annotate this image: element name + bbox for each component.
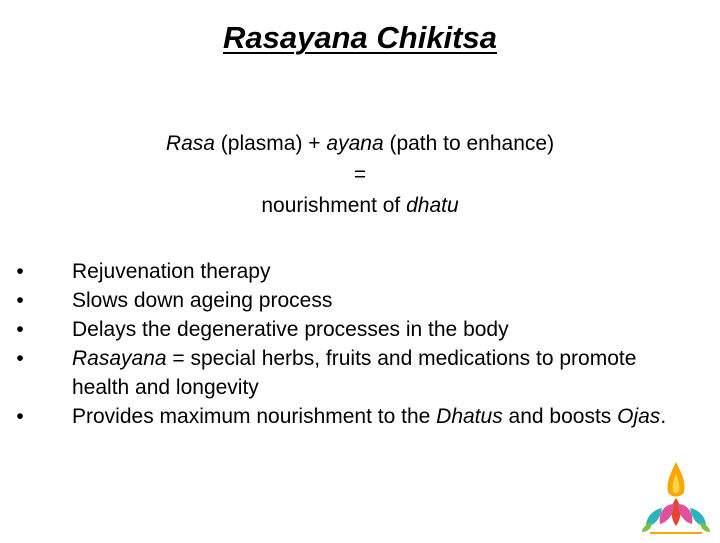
- bullet-italic-term: Rasayana: [72, 347, 167, 370]
- bullet-text: Slows down ageing process: [72, 289, 333, 312]
- bullet-text: Delays the degenerative processes in the body: [72, 318, 509, 341]
- bullet-dot: •: [16, 260, 24, 283]
- bullet-dot: •: [16, 347, 24, 370]
- bullet-text: Provides maximum nourishment to the: [72, 405, 437, 428]
- formula-line-1: [0, 128, 720, 159]
- bullet-list: [16, 257, 670, 431]
- bullet-text: and boosts: [502, 405, 618, 428]
- term-rasa: Rasa: [165, 132, 215, 155]
- list-item: [16, 257, 670, 286]
- bullet-text: = special herbs, fruits and medications to promote health and longevity: [72, 347, 637, 399]
- list-item: [16, 402, 670, 431]
- list-item: [16, 315, 670, 344]
- bullet-dot: •: [16, 405, 24, 428]
- bullet-italic-term: Ojas: [617, 405, 661, 428]
- result-prefix: nourishment of: [261, 194, 407, 217]
- list-item: [16, 344, 670, 402]
- formula-result: [0, 190, 720, 221]
- bullet-italic-term: Dhatus: [436, 405, 503, 428]
- formula-equals: =: [353, 163, 367, 186]
- slide-title: Rasayana Chikitsa: [223, 20, 497, 55]
- lotus-flame-icon: [640, 458, 712, 538]
- bullet-dot: •: [16, 289, 24, 312]
- list-item: [16, 286, 670, 315]
- term-rasa-note: (plasma) +: [214, 132, 327, 155]
- formula-block: [0, 128, 720, 221]
- term-ayana: ayana: [326, 132, 384, 155]
- bullet-dot: •: [16, 318, 24, 341]
- term-ayana-note: (path to enhance): [383, 132, 555, 155]
- bullet-text: Rejuvenation therapy: [72, 260, 271, 283]
- bullet-text: .: [660, 405, 667, 428]
- result-term: dhatu: [406, 194, 459, 217]
